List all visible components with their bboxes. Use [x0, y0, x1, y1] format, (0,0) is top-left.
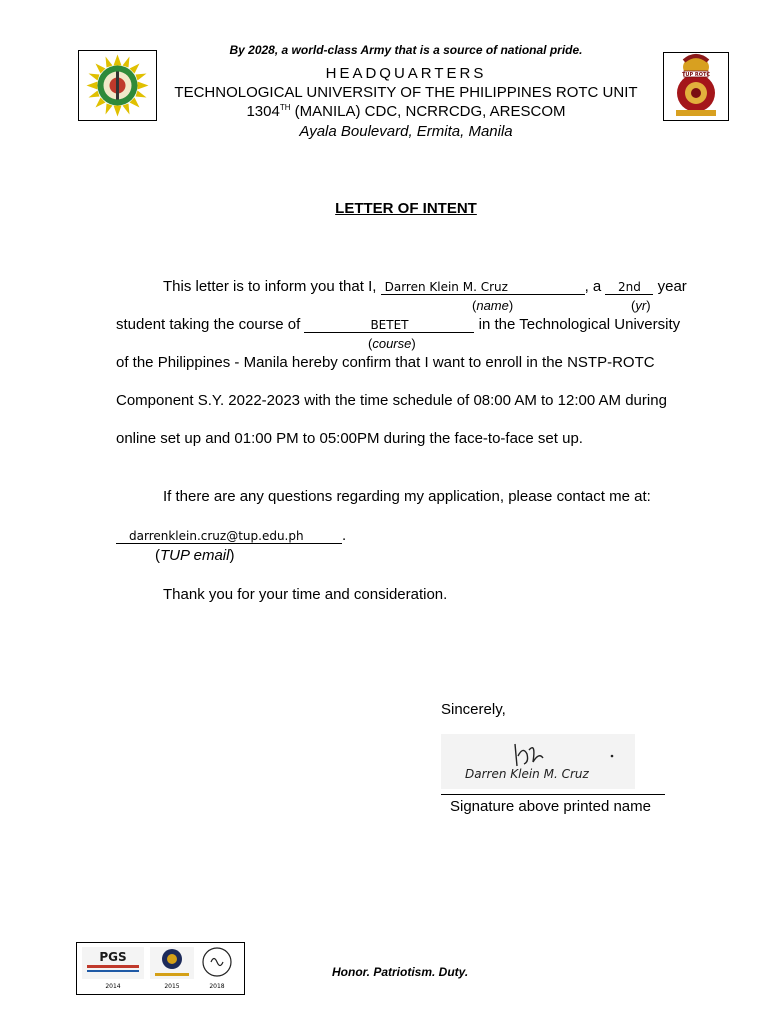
intro-sentence [163, 278, 687, 295]
course-text: student taking the course of [116, 316, 301, 333]
yr-hint-text: yr [635, 298, 647, 313]
paragraph-line-4: Component S.Y. 2022-2023 with the time schedule of 08:00 AM to 12:00 AM during [116, 392, 667, 409]
footer-motto: Honor. Patriotism. Duty. [332, 965, 469, 979]
iso-year: 2018 [209, 983, 225, 990]
pgs-label: PGS [99, 950, 127, 964]
yr-hint: (yr) [631, 298, 651, 313]
unit-name: TECHNOLOGICAL UNIVERSITY OF THE PHILIPPINES ROTC UNIT [174, 84, 638, 101]
unit-address: Ayala Boulevard, Ermita, Manila [299, 123, 513, 140]
name-hint: (name) [472, 298, 514, 313]
course-sentence [116, 316, 680, 333]
year-field: 2nd [605, 280, 653, 295]
signature-line [441, 794, 665, 795]
intro-article: , a [584, 278, 602, 295]
email-line: darrenklein.cruz@tup.edu.ph . [116, 527, 346, 544]
name-field: Darren Klein M. Cruz [381, 280, 585, 295]
email-hint: (TUP email) [155, 547, 235, 564]
rotc-logo [663, 52, 729, 121]
pgs-year: 2014 [105, 983, 121, 990]
institutional-seal-badge [150, 947, 194, 990]
certification-badges [76, 942, 245, 995]
unit-number-suffix: TH [279, 103, 291, 112]
signature-printed-name: Darren Klein M. Cruz [465, 767, 589, 781]
seal-year: 2015 [164, 983, 180, 990]
course-hint-text: course [372, 336, 412, 351]
contact-sentence: If there are any questions regarding my application, please contact me at: [163, 488, 651, 505]
intro-text: This letter is to inform you that I, [163, 278, 377, 295]
paragraph-line-5: online set up and 01:00 PM to 05:00PM during the face-to-face set up. [116, 430, 583, 447]
unit-designation [0, 103, 768, 120]
course-text-end: in the Technological University [478, 316, 681, 333]
signature-image [441, 734, 635, 789]
sincerely: Sincerely, [441, 701, 506, 718]
pgs-badge [82, 947, 144, 990]
iso-badge [203, 948, 231, 990]
letter-title: LETTER OF INTENT [335, 200, 477, 217]
course-field: BETET [304, 318, 474, 333]
year-word: year [657, 278, 687, 295]
name-hint-text: name [476, 298, 509, 313]
paragraph-line-3: of the Philippines - Manila hereby confirm that I want to enroll in the NSTP-ROTC [116, 354, 655, 371]
email-field: darrenklein.cruz@tup.edu.ph [116, 529, 342, 544]
course-hint: (course) [368, 336, 416, 351]
army-motto: By 2028, a world-class Army that is a source of national pride. [229, 43, 583, 57]
unit-number: 1304 [246, 103, 280, 120]
signature-caption: Signature above printed name [450, 798, 651, 815]
unit-command: (MANILA) CDC, NCRRCDG, ARESCOM [290, 103, 566, 120]
headquarters-heading: HEADQUARTERS [325, 65, 487, 82]
rotc-logo-text: TUP ROTC [681, 72, 711, 78]
email-hint-text: TUP email [160, 547, 230, 564]
thanks-line: Thank you for your time and consideration. [163, 586, 448, 603]
